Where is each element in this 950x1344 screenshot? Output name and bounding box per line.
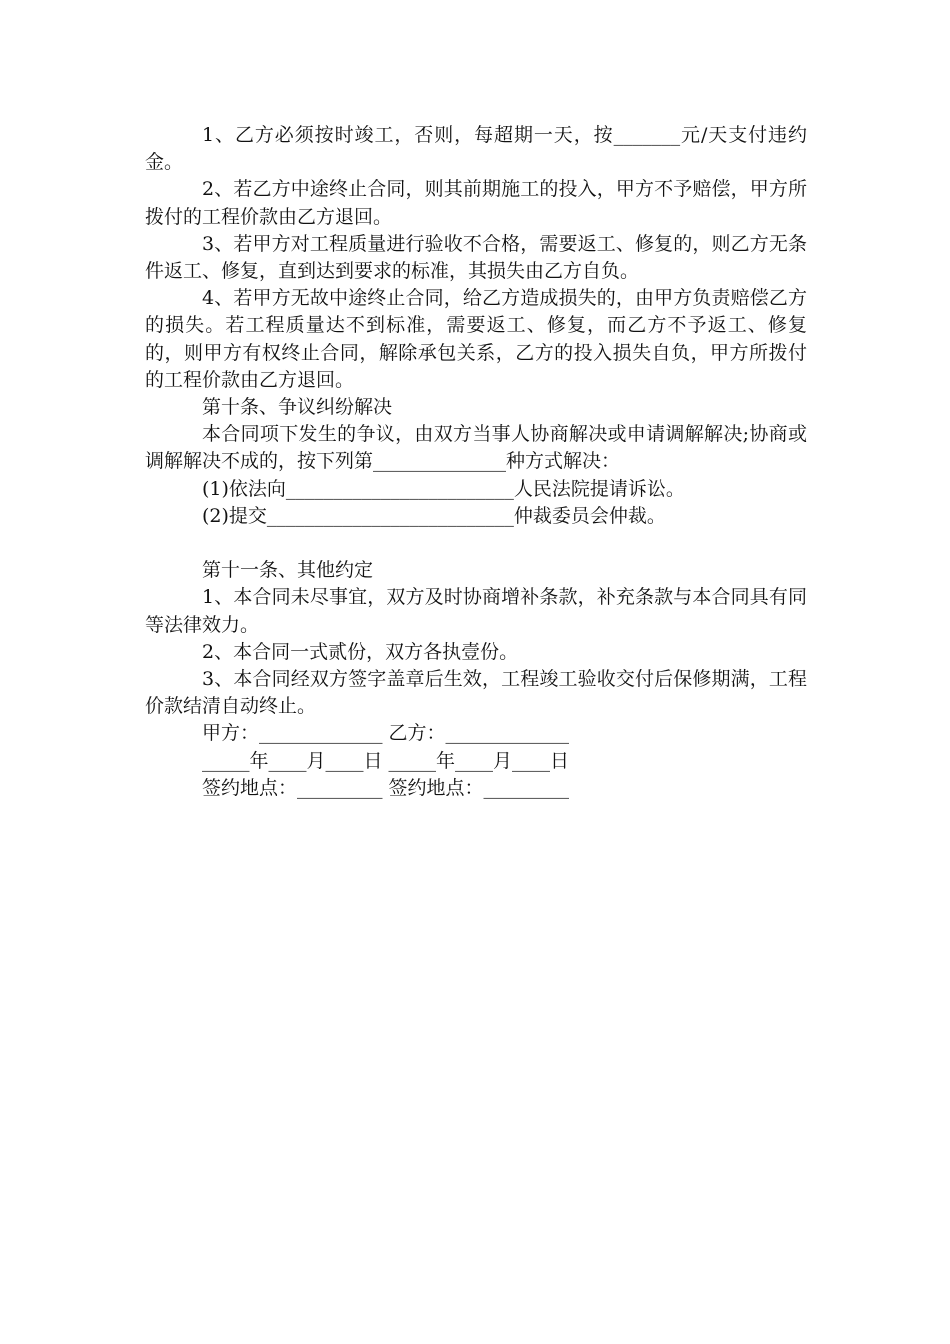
article-10-option-2: (2)提交__________________________仲裁委员会仲裁。 xyxy=(202,504,666,527)
clause-breach-4: 4、若甲方无故中途终止合同，给乙方造成损失的，由甲方负责赔偿乙方的损失。若工程质量达不到标准，需要返工、修复，而乙方不予返工、修复的，则甲方有权终止合同，解除承包关系，乙方的投入损失自负，甲方所拨付的工程价款由乙方退回。 xyxy=(145,287,807,391)
signature-parties: 甲方：_____________ 乙方：_____________ xyxy=(202,722,570,745)
contract-page xyxy=(145,122,807,802)
clause-breach-3: 3、若甲方对工程质量进行验收不合格，需要返工、修复的，则乙方无条件返工、修复，直到达到要求的标准，其损失由乙方自负。 xyxy=(145,232,807,283)
signature-places: 签约地点：_________ 签约地点：_________ xyxy=(202,776,570,799)
article-10-option-1: (1)依法向________________________人民法院提请诉讼。 xyxy=(202,477,685,500)
article-11-item-2: 2、本合同一式贰份，双方各执壹份。 xyxy=(202,640,519,663)
article-10-heading: 第十条、争议纠纷解决 xyxy=(202,396,393,419)
article-10-body: 本合同项下发生的争议，由双方当事人协商解决或申请调解解决;协商或调解解决不成的，按下列第______________种方式解决： xyxy=(145,423,807,473)
article-11-item-3: 3、本合同经双方签字盖章后生效，工程竣工验收交付后保修期满，工程价款结清自动终止。 xyxy=(145,668,807,718)
clause-breach-1: 1、乙方必须按时竣工，否则，每超期一天，按_______元/天支付违约金。 xyxy=(145,124,807,174)
spacer xyxy=(145,530,807,557)
signature-dates: _____年____月____日 _____年____月____日 xyxy=(202,749,570,772)
clause-breach-2: 2、若乙方中途终止合同，则其前期施工的投入，甲方不予赔偿，甲方所拨付的工程价款由乙方退回。 xyxy=(145,178,807,228)
article-11-item-1: 1、本合同未尽事宜，双方及时协商增补条款，补充条款与本合同具有同等法律效力。 xyxy=(145,586,807,636)
article-11-heading: 第十一条、其他约定 xyxy=(202,559,374,582)
